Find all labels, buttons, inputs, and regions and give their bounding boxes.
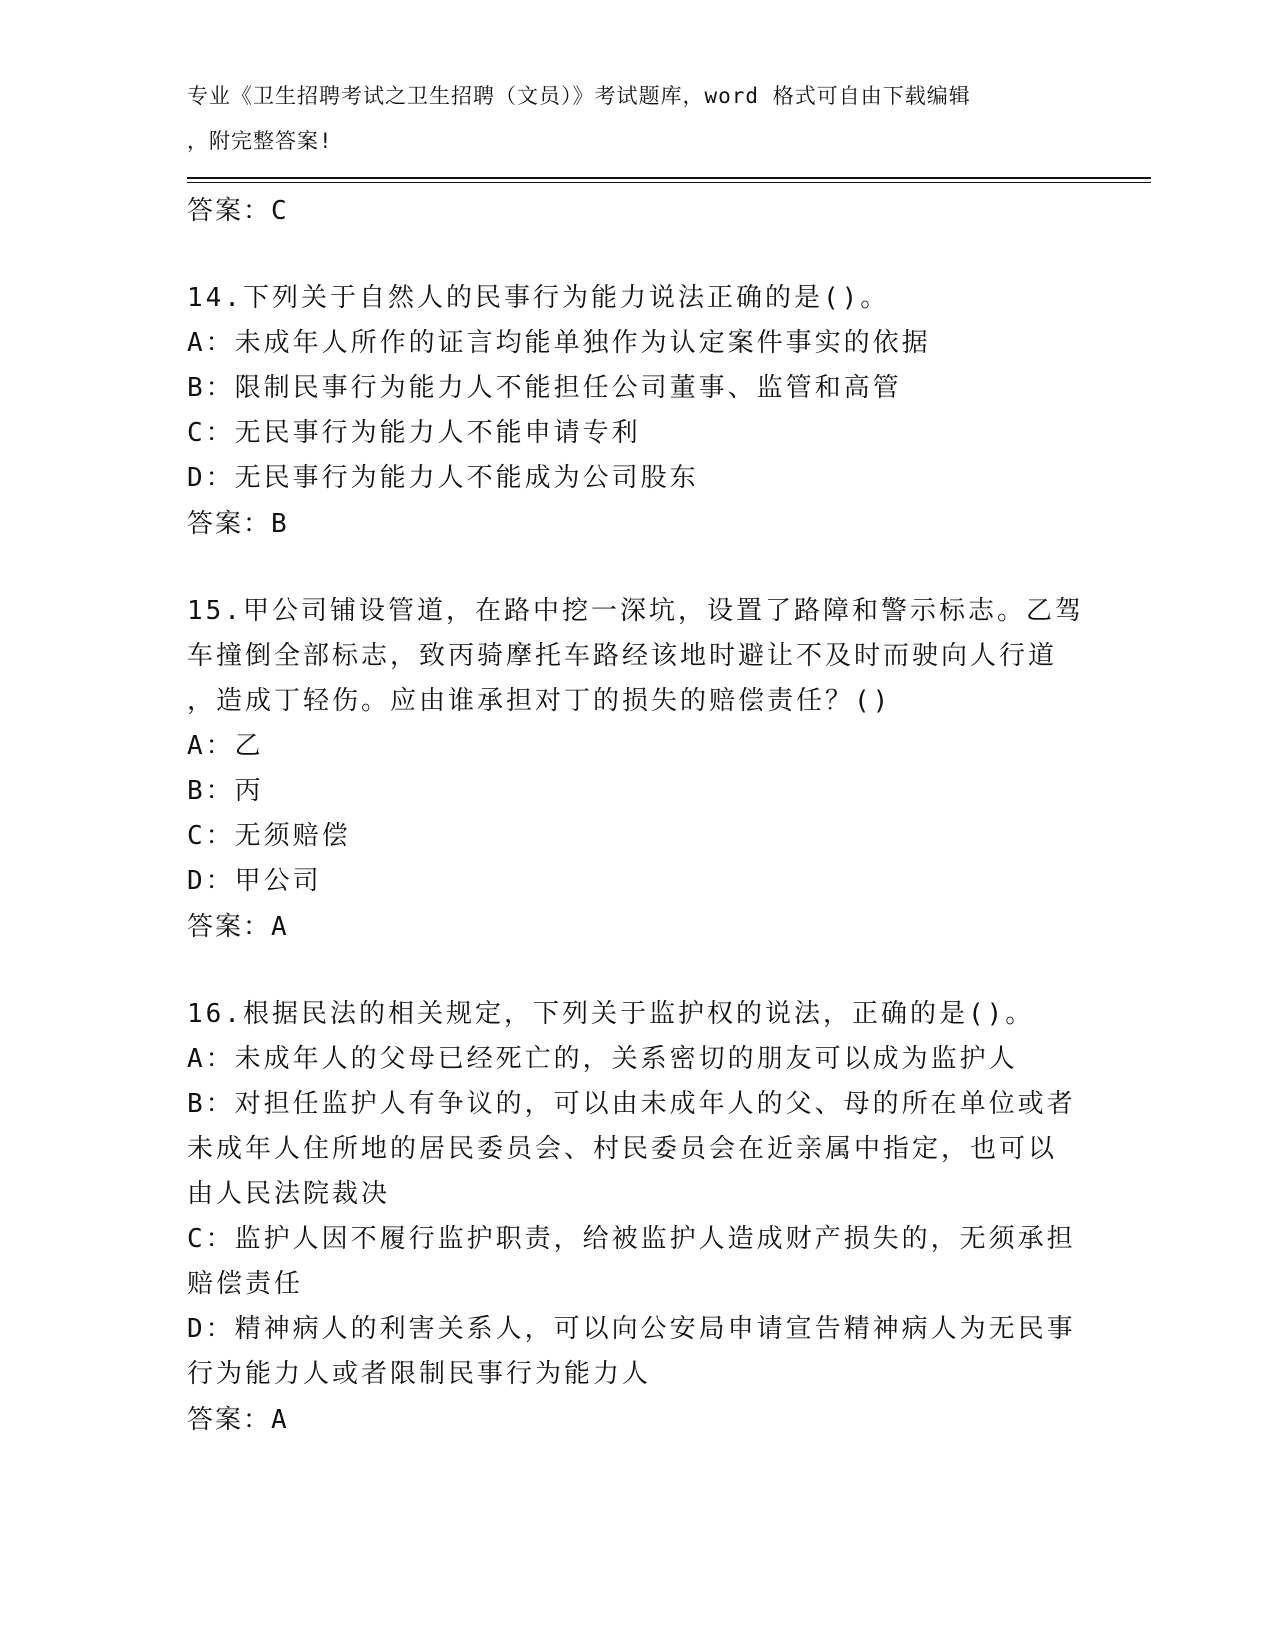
answer-value: A [271, 1405, 289, 1435]
answer-option [187, 366, 1087, 411]
answer-option-line: A：未成年人所作的证言均能单独作为认定案件事实的依据 [187, 328, 931, 358]
question-list [187, 234, 1087, 1443]
spacer [187, 547, 1087, 589]
answer-option [187, 769, 1087, 814]
question-answer [187, 501, 1087, 547]
header-rule-thin [187, 182, 1151, 183]
spacer [187, 950, 1087, 992]
question-block [187, 234, 1087, 547]
question-stem-line: 15.甲公司铺设管道，在路中挖一深坑，设置了路障和警示标志。乙驾 [187, 596, 1084, 626]
answer-option [187, 814, 1087, 859]
answer-option-line: C：监护人因不履行监护职责，给被监护人造成财产损失的，无须承担 [187, 1224, 1076, 1254]
question-block [187, 547, 1087, 950]
question-answer [187, 904, 1087, 950]
answer-value: B [271, 509, 289, 539]
answer-option-line: B：限制民事行为能力人不能担任公司董事、监管和高管 [187, 373, 902, 403]
answer-option-line: A：未成年人的父母已经死亡的，关系密切的朋友可以成为监护人 [187, 1044, 1018, 1074]
question-stem-line: ，造成丁轻伤。应由谁承担对丁的损失的赔偿责任？() [187, 686, 892, 716]
question-stem-line: 16.根据民法的相关规定，下列关于监护权的说法，正确的是()。 [187, 999, 1035, 1029]
answer-option-line: B：丙 [187, 776, 264, 806]
answer-value: C [271, 196, 289, 226]
answer-option [187, 1037, 1087, 1082]
answer-option-line: A：乙 [187, 731, 264, 761]
answer-option-line: C：无民事行为能力人不能申请专利 [187, 418, 641, 448]
answer-option-line: 未成年人住所地的居民委员会、村民委员会在近亲属中指定，也可以 [187, 1134, 1058, 1164]
answer-option-line: 赔偿责任 [187, 1269, 304, 1299]
header-rule-thick [187, 177, 1151, 179]
answer-option [187, 456, 1087, 501]
answer-value: A [271, 912, 289, 942]
answer-label: 答案： [187, 196, 272, 226]
answer-label: 答案： [187, 1405, 272, 1435]
answer-option [187, 321, 1087, 366]
answer-option [187, 859, 1087, 904]
answer-label: 答案： [187, 509, 272, 539]
answer-option [187, 1217, 1087, 1307]
question-stem [187, 992, 1087, 1037]
question-stem-line: 14.下列关于自然人的民事行为能力说法正确的是()。 [187, 283, 890, 313]
answer-option-line: 行为能力人或者限制民事行为能力人 [187, 1359, 652, 1389]
answer-option [187, 1082, 1087, 1217]
question-stem-line: 车撞倒全部标志，致丙骑摩托车路经该地时避让不及时而驶向人行道 [187, 641, 1058, 671]
answer-option-line: C：无须赔偿 [187, 821, 351, 851]
answer-option-line: B：对担任监护人有争议的，可以由未成年人的父、母的所在单位或者 [187, 1089, 1076, 1119]
answer-option-line: 由人民法院裁决 [187, 1179, 391, 1209]
header-line: 专业《卫生招聘考试之卫生招聘（文员）》考试题库，word 格式可自由下载编辑 [187, 84, 971, 108]
answer-option-line: D：无民事行为能力人不能成为公司股东 [187, 463, 699, 493]
question-stem [187, 589, 1087, 724]
document-header [187, 74, 1067, 164]
answer-option [187, 724, 1087, 769]
answer-option-line: D：精神病人的利害关系人，可以向公安局申请宣告精神病人为无民事 [187, 1314, 1076, 1344]
question-answer [187, 1397, 1087, 1443]
answer-option [187, 411, 1087, 456]
answer-label: 答案： [187, 912, 272, 942]
question-stem [187, 276, 1087, 321]
spacer [187, 234, 1087, 276]
header-line: ，附完整答案! [187, 129, 333, 153]
answer-option-line: D：甲公司 [187, 866, 322, 896]
answer-option [187, 1307, 1087, 1397]
previous-answer [187, 188, 1087, 234]
question-block [187, 950, 1087, 1443]
document-body [187, 188, 1087, 1443]
